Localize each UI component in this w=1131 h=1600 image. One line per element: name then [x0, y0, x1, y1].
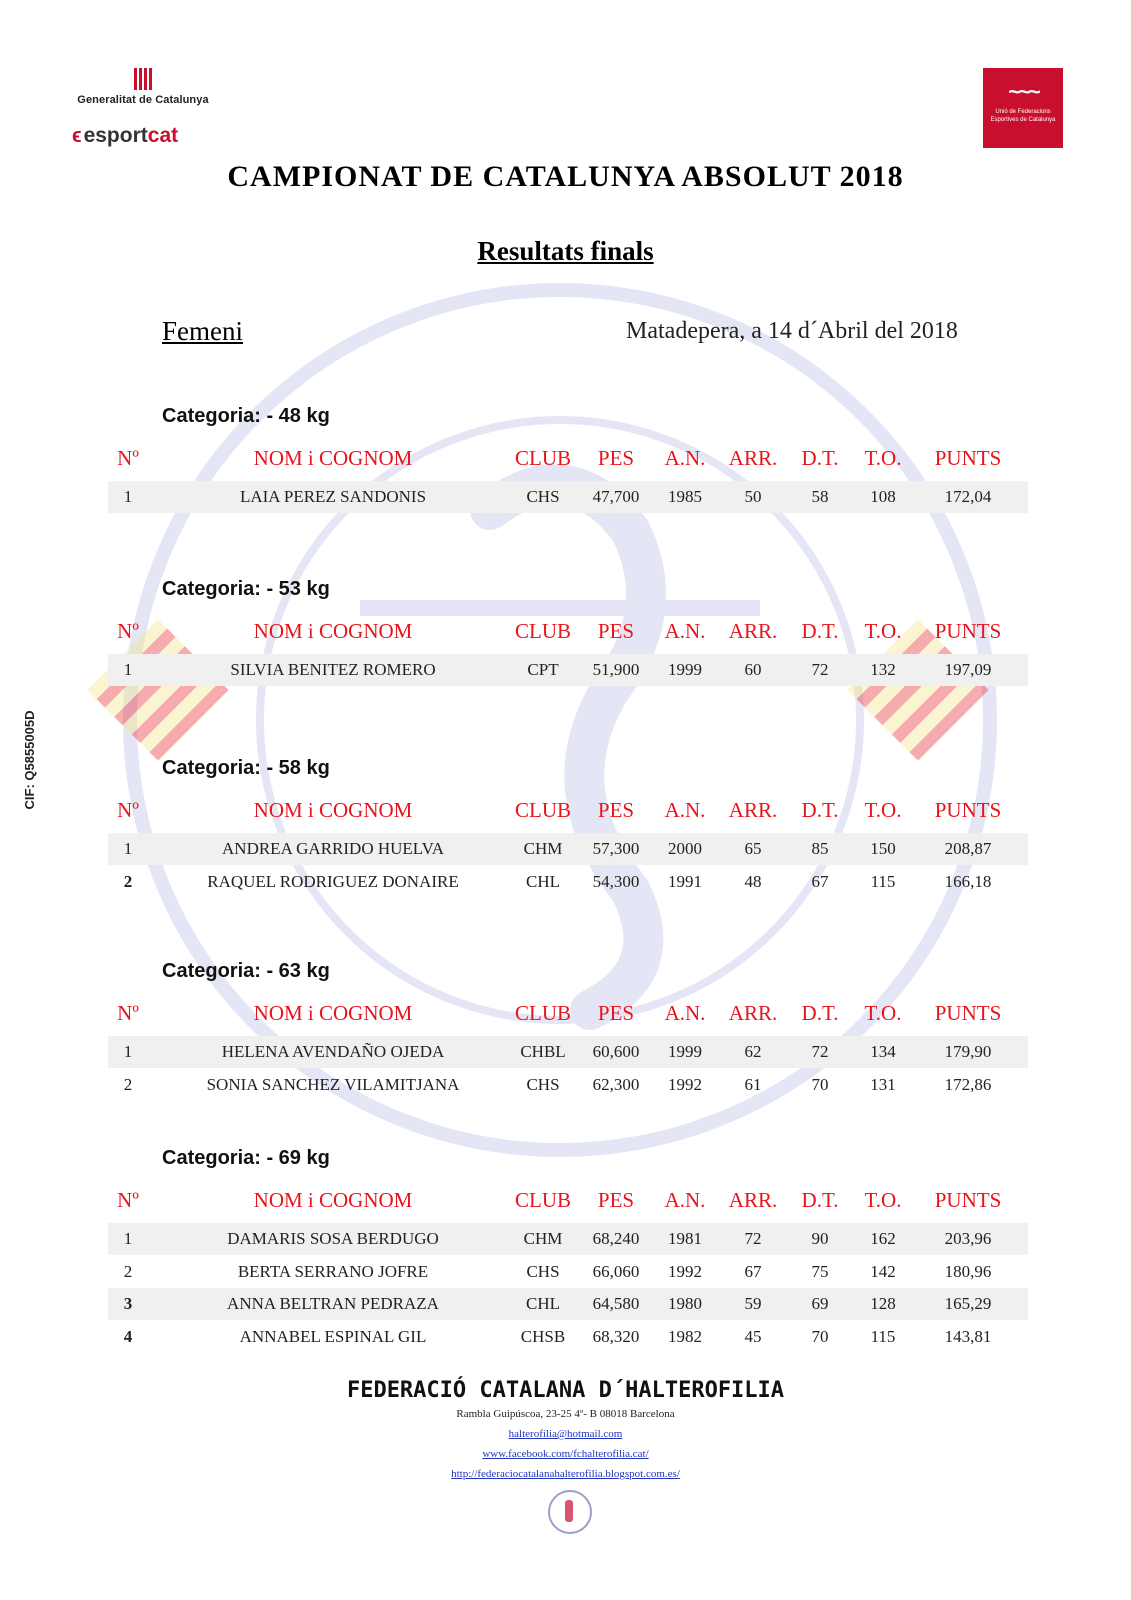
cell-col-pes: 60,600: [592, 1042, 640, 1061]
cell-col-punts: 172,04: [944, 487, 992, 506]
header-col-pes: PES: [597, 1188, 635, 1212]
cell-col-num: 2: [123, 1261, 133, 1281]
cell-col-to: 162: [870, 1229, 896, 1248]
header-col-arr: ARR.: [728, 1188, 778, 1212]
footer-facebook-link[interactable]: www.facebook.com/fchalterofilia.cat/: [482, 1448, 649, 1460]
cell-col-num: 1: [123, 1229, 133, 1248]
header-col-name: NOM i COGNOM: [253, 619, 413, 643]
gencat-logo: [68, 68, 218, 106]
header-col-an: A.N.: [664, 446, 706, 470]
ufec-line2: Esportives de Catalunya: [990, 117, 1056, 123]
cell-col-arr: 60: [744, 660, 762, 679]
cell-col-dt: 67: [811, 871, 829, 891]
category-title: Categoria: - 48 kg: [162, 405, 330, 427]
cell-col-punts: 180,96: [944, 1261, 992, 1281]
header-col-name: NOM i COGNOM: [253, 1188, 413, 1212]
cell-col-club: CHL: [526, 871, 560, 891]
cell-col-punts: 203,96: [944, 1229, 992, 1248]
cell-col-pes: 57,300: [592, 839, 640, 858]
gencat-shield-icon: [133, 68, 153, 90]
header-col-punts: PUNTS: [934, 619, 1002, 643]
header-col-pes: PES: [597, 619, 635, 643]
page-title: CAMPIONAT DE CATALUNYA ABSOLUT 2018: [227, 160, 904, 193]
cell-col-club: CHSB: [520, 1326, 566, 1346]
cell-col-club: CHM: [523, 839, 563, 858]
header-col-club: CLUB: [514, 446, 571, 470]
header-col-dt: D.T.: [801, 798, 839, 822]
cell-col-to: 131: [870, 1074, 896, 1094]
page-subtitle: Resultats finals: [477, 236, 654, 266]
cell-col-an: 1991: [668, 871, 702, 891]
cell-col-to: 150: [870, 839, 896, 858]
header-col-num: Nº: [117, 798, 139, 822]
header-col-dt: D.T.: [801, 1001, 839, 1025]
header-col-club: CLUB: [514, 1188, 571, 1212]
cell-col-an: 1985: [668, 487, 702, 506]
header-col-pes: PES: [597, 798, 635, 822]
cell-col-an: 2000: [668, 839, 702, 858]
cell-col-dt: 85: [811, 839, 829, 858]
cell-col-name: DAMARIS SOSA BERDUGO: [227, 1229, 439, 1248]
cell-col-arr: 50: [744, 487, 762, 506]
cell-col-club: CPT: [527, 660, 559, 679]
cell-col-to: 115: [870, 871, 896, 891]
header-col-punts: PUNTS: [934, 1188, 1002, 1212]
cell-col-num: 1: [123, 839, 133, 858]
cell-col-to: 108: [870, 487, 896, 506]
cell-col-arr: 59: [744, 1294, 762, 1313]
table-row: [108, 481, 1028, 513]
cell-col-to: 134: [870, 1042, 896, 1061]
section-title: Femeni: [162, 316, 243, 346]
table-header: [108, 1185, 1028, 1215]
header-col-punts: PUNTS: [934, 1001, 1002, 1025]
footer-org-name: FEDERACIÓ CATALANA D´HALTEROFILIA: [346, 1378, 785, 1403]
cell-col-pes: 68,240: [592, 1229, 640, 1248]
cell-col-pes: 68,320: [592, 1326, 640, 1346]
table-header: [108, 616, 1028, 646]
cell-col-pes: 51,900: [592, 660, 640, 679]
cell-col-dt: 75: [811, 1261, 829, 1281]
header-col-an: A.N.: [664, 798, 706, 822]
cell-col-pes: 54,300: [592, 871, 640, 891]
cell-col-to: 142: [870, 1261, 896, 1281]
table-row: [108, 1223, 1028, 1255]
cell-col-arr: 61: [744, 1074, 762, 1094]
cell-col-name: BERTA SERRANO JOFRE: [237, 1261, 429, 1281]
cell-col-pes: 64,580: [592, 1294, 640, 1313]
header-col-num: Nº: [117, 446, 139, 470]
category-title: Categoria: - 63 kg: [162, 960, 330, 982]
header-col-punts: PUNTS: [934, 798, 1002, 822]
cell-col-an: 1999: [668, 660, 702, 679]
cell-col-to: 115: [870, 1326, 896, 1346]
header-col-arr: ARR.: [728, 619, 778, 643]
cell-col-num: 3: [123, 1294, 133, 1313]
header-col-arr: ARR.: [728, 1001, 778, 1025]
cell-col-name: RAQUEL RODRIGUEZ DONAIRE: [207, 871, 459, 891]
table-row: [108, 1069, 1028, 1101]
cif-label: CIF: Q5855005D: [22, 710, 37, 810]
header-col-to: T.O.: [864, 446, 902, 470]
header-col-name: NOM i COGNOM: [253, 798, 413, 822]
footer-email-link[interactable]: halterofilia@hotmail.com: [508, 1428, 623, 1440]
cell-col-arr: 62: [744, 1042, 762, 1061]
header-col-to: T.O.: [864, 1001, 902, 1025]
cell-col-club: CHBL: [520, 1042, 566, 1061]
cell-col-name: HELENA AVENDAÑO OJEDA: [221, 1042, 445, 1061]
ufec-mark-icon: ~~~: [1008, 79, 1038, 104]
table-row: [108, 1036, 1028, 1068]
cell-col-club: CHM: [523, 1229, 563, 1248]
cell-col-arr: 67: [744, 1261, 762, 1281]
cell-col-dt: 70: [811, 1326, 829, 1346]
header-col-to: T.O.: [864, 619, 902, 643]
cell-col-punts: 143,81: [944, 1326, 992, 1346]
cell-col-num: 1: [123, 487, 133, 506]
header-col-arr: ARR.: [728, 446, 778, 470]
esportcat-prefix: esport: [83, 124, 148, 147]
table-header: [108, 795, 1028, 825]
cell-col-pes: 66,060: [592, 1261, 640, 1281]
header-col-dt: D.T.: [801, 446, 839, 470]
header-col-dt: D.T.: [801, 1188, 839, 1212]
cell-col-name: SILVIA BENITEZ ROMERO: [230, 660, 436, 679]
esportcat-swoosh-icon: ϵ: [72, 125, 82, 147]
header-col-num: Nº: [117, 1188, 139, 1212]
cell-col-an: 1982: [668, 1326, 702, 1346]
cell-col-punts: 179,90: [944, 1042, 992, 1061]
table-row: [108, 866, 1028, 898]
header-col-to: T.O.: [864, 798, 902, 822]
esportcat-suffix: cat: [147, 124, 179, 147]
category-title: Categoria: - 53 kg: [162, 578, 330, 600]
cell-col-arr: 72: [744, 1229, 762, 1248]
table-header: [108, 998, 1028, 1028]
cell-col-num: 1: [123, 660, 133, 679]
header-col-name: NOM i COGNOM: [253, 1001, 413, 1025]
cell-col-to: 132: [870, 660, 896, 679]
cell-col-an: 1980: [668, 1294, 702, 1313]
cell-col-club: CHS: [526, 1261, 560, 1281]
esportcat-logo: [72, 124, 178, 148]
table-row: [108, 1321, 1028, 1353]
category-title: Categoria: - 58 kg: [162, 757, 330, 779]
ufec-line1: Unió de Federacions: [995, 109, 1051, 115]
cell-col-dt: 70: [811, 1074, 829, 1094]
header-col-name: NOM i COGNOM: [253, 446, 413, 470]
cell-col-an: 1981: [668, 1229, 702, 1248]
header-col-to: T.O.: [864, 1188, 902, 1212]
cell-col-name: LAIA PEREZ SANDONIS: [239, 487, 427, 506]
table-row: [108, 1288, 1028, 1320]
footer-address: Rambla Guipúscoa, 23-25 4º- B 08018 Barcelona: [456, 1408, 675, 1420]
cell-col-punts: 172,86: [944, 1074, 992, 1094]
cell-col-dt: 90: [811, 1229, 829, 1248]
cell-col-num: 2: [123, 1074, 133, 1094]
cell-col-arr: 45: [744, 1326, 762, 1346]
cell-col-arr: 65: [744, 839, 762, 858]
cell-col-dt: 69: [811, 1294, 829, 1313]
cell-col-punts: 165,29: [944, 1294, 992, 1313]
header-col-dt: D.T.: [801, 619, 839, 643]
cell-col-to: 128: [870, 1294, 896, 1313]
cell-col-club: CHL: [526, 1294, 560, 1313]
cif-vertical: [22, 710, 42, 880]
header-col-club: CLUB: [514, 798, 571, 822]
footer-blog-link[interactable]: http://federaciocatalanahalterofilia.blogspot.com.es/: [451, 1468, 680, 1480]
cell-col-num: 1: [123, 1042, 133, 1061]
cell-col-club: CHS: [526, 1074, 560, 1094]
header-col-pes: PES: [597, 446, 635, 470]
cell-col-dt: 72: [811, 1042, 829, 1061]
cell-col-name: ANNABEL ESPINAL GIL: [239, 1326, 427, 1346]
cell-col-num: 4: [123, 1326, 133, 1346]
header-col-club: CLUB: [514, 619, 571, 643]
federation-seal-icon: [548, 1490, 592, 1534]
cell-col-pes: 47,700: [592, 487, 640, 506]
cell-col-name: ANNA BELTRAN PEDRAZA: [227, 1294, 439, 1313]
header-col-punts: PUNTS: [934, 446, 1002, 470]
header-col-num: Nº: [117, 1001, 139, 1025]
cell-col-num: 2: [123, 871, 133, 891]
header-col-arr: ARR.: [728, 798, 778, 822]
cell-col-club: CHS: [526, 487, 560, 506]
cell-col-an: 1992: [668, 1261, 702, 1281]
cell-col-punts: 197,09: [944, 660, 992, 679]
header-col-pes: PES: [597, 1001, 635, 1025]
category-title: Categoria: - 69 kg: [162, 1147, 330, 1169]
cell-col-an: 1999: [668, 1042, 702, 1061]
table-row: [108, 654, 1028, 686]
header-col-an: A.N.: [664, 1188, 706, 1212]
gencat-label: Generalitat de Catalunya: [77, 94, 209, 106]
header-col-num: Nº: [117, 619, 139, 643]
header-col-club: CLUB: [514, 1001, 571, 1025]
cell-col-dt: 58: [811, 487, 829, 506]
header-col-an: A.N.: [664, 1001, 706, 1025]
cell-col-dt: 72: [811, 660, 829, 679]
table-row: [108, 833, 1028, 865]
cell-col-an: 1992: [668, 1074, 702, 1094]
cell-col-pes: 62,300: [592, 1074, 640, 1094]
ufec-logo: [983, 68, 1063, 148]
cell-col-arr: 48: [744, 871, 762, 891]
cell-col-punts: 166,18: [944, 871, 992, 891]
table-row: [108, 1256, 1028, 1288]
cell-col-name: SONIA SANCHEZ VILAMITJANA: [206, 1074, 460, 1094]
table-header: [108, 443, 1028, 473]
header-col-an: A.N.: [664, 619, 706, 643]
place-date: Matadepera, a 14 d´Abril del 2018: [626, 318, 958, 344]
cell-col-name: ANDREA GARRIDO HUELVA: [222, 839, 444, 858]
cell-col-punts: 208,87: [944, 839, 992, 858]
